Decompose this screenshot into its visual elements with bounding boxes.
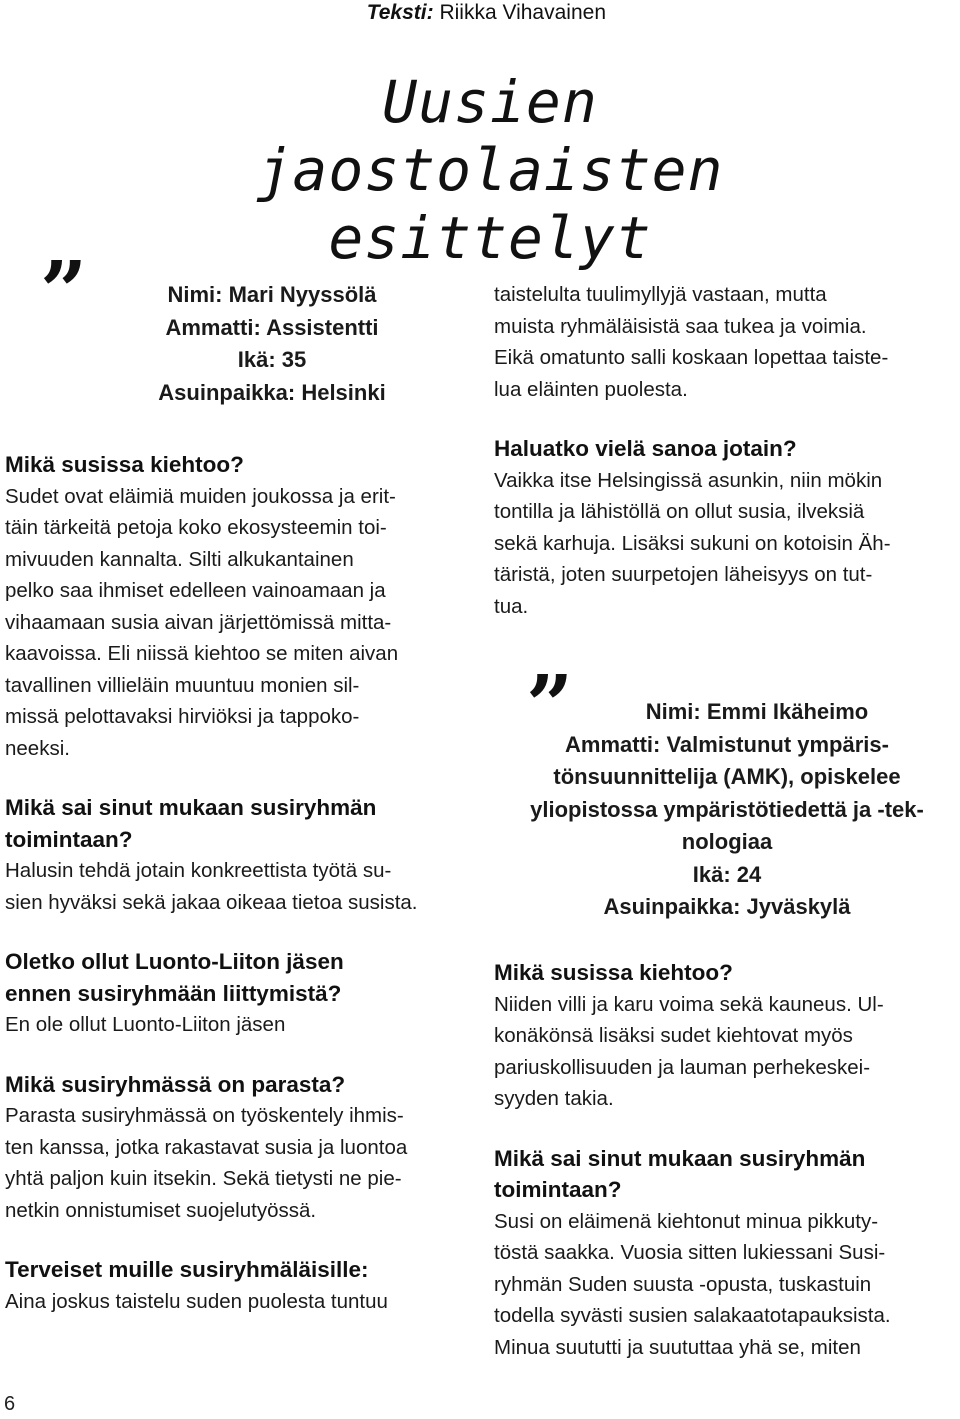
profile-job: Ammatti: Assistentti <box>165 314 379 340</box>
answer-line: sien hyväksi sekä jakaa oikeaa tietoa susista. <box>5 890 418 914</box>
quote-mark-icon: ” <box>40 244 88 340</box>
profile-city: Asuinpaikka: Jyväskylä <box>603 894 851 919</box>
answer-line: Susi on eläimenä kiehtonut minua pikkuty- <box>494 1209 879 1233</box>
answer-line: töstä saakka. Vuosia sitten lukiessani Susi- <box>494 1241 886 1264</box>
profile-job: tönsuunnittelija (AMK), opiskelee <box>553 764 901 789</box>
profile-job: yliopistossa ympäristötiedettä ja -tek- <box>530 796 924 822</box>
profile-card-1 <box>62 279 482 409</box>
question-heading: Mikä sai sinut mukaan susiryhmän <box>494 1145 866 1171</box>
answer-line: En ole ollut Luonto-Liiton jäsen <box>5 1013 286 1036</box>
profile-city: Asuinpaikka: Helsinki <box>158 379 386 405</box>
answer-line: taistelulta tuulimyllyjä vastaan, mutta <box>494 283 827 306</box>
profile-age: Ikä: 35 <box>237 347 307 372</box>
question-heading: Mikä susiryhmässä on parasta? <box>5 1071 346 1097</box>
answer-line: Vaikka itse Helsingissä asunkin, niin mökin <box>494 468 883 492</box>
answer-line: tavallinen villieläin muuntuu monien sil- <box>5 673 360 697</box>
answer-line: missä pelottavaksi hirviöksi ja tappoko- <box>5 705 360 728</box>
answer-line: mivuuden kannalta. Silti alkukantainen <box>5 547 354 571</box>
right-column-top <box>494 279 954 622</box>
answer-line: tontilla ja lähistöllä on ollut susia, ilveksiä <box>494 500 865 523</box>
answer-line: sekä karhuja. Lisäksi sukuni on kotoisin Äh- <box>494 531 891 555</box>
answer-line: konäkönsä lisäksi sudet kiehtovat myös <box>494 1024 853 1047</box>
question-heading: Mikä sai sinut mukaan susiryhmän <box>5 795 377 820</box>
question-heading: Mikä susissa kiehtoo? <box>5 452 244 477</box>
question-heading: Oletko ollut Luonto-Liiton jäsen <box>5 949 344 974</box>
question-heading: toimintaan? <box>494 1177 622 1202</box>
answer-line: Eikä omatunto salli koskaan lopettaa taiste- <box>494 346 889 369</box>
question-heading: toimintaan? <box>5 826 133 852</box>
page-number: 6 <box>4 1393 16 1415</box>
title-line-2: esittelyt <box>328 204 652 272</box>
question-heading: Mikä susissa kiehtoo? <box>494 960 733 985</box>
credit-label: Teksti: <box>366 1 434 24</box>
left-column <box>5 449 475 1317</box>
answer-line: Halusin tehdä jotain konkreettista työtä su- <box>5 859 392 882</box>
answer-line: yhtä paljon kuin itsekin. Sekä tietysti ne pie- <box>5 1167 402 1190</box>
page-title <box>140 68 840 272</box>
answer-line: Niiden villi ja karu voima sekä kauneus. Ul- <box>494 992 884 1016</box>
answer-line: todella syvästi susien salakaatotapauksista. <box>494 1304 891 1327</box>
answer-line: Minua suututti ja suututtaa yhä se, miten <box>494 1335 861 1359</box>
answer-line: ryhmän Suden suusta -opusta, tuskastuin <box>494 1272 872 1296</box>
quote-mark-icon: ” <box>526 658 574 754</box>
answer-line: Parasta susiryhmässä on työskentely ihmis- <box>5 1104 404 1127</box>
title-line-1: Uusien jaostolaisten <box>256 68 724 204</box>
profile-name: Nimi: Emmi Ikäheimo <box>645 699 869 724</box>
answer-line: lua eläinten puolesta. <box>494 377 688 401</box>
profile-job: Ammatti: Valmistunut ympäris- <box>565 731 889 757</box>
credit-author: Riikka Vihavainen <box>439 1 606 24</box>
answer-line: pariuskollisuuden ja lauman perhekeskei- <box>494 1055 871 1079</box>
answer-line: täristä, joten suurpetojen läheisyys on tut- <box>494 563 873 586</box>
question-heading: ennen susiryhmään liittymistä? <box>5 980 342 1006</box>
answer-line: neeksi. <box>5 736 70 760</box>
answer-line: täin tärkeitä petoja koko ekosysteemin toi- <box>5 516 387 539</box>
profile-name: Nimi: Mari Nyyssölä <box>167 282 377 307</box>
answer-line: vihaamaan susia aivan järjettömissä mitta- <box>5 610 392 634</box>
question-heading: Haluatko vielä sanoa jotain? <box>494 436 797 461</box>
answer-line: ten kanssa, jotka rakastavat susia ja luontoa <box>5 1135 408 1159</box>
profile-job: nologiaa <box>681 829 773 854</box>
answer-line: syyden takia. <box>494 1087 614 1110</box>
author-credit <box>367 0 606 26</box>
answer-line: Sudet ovat eläimiä muiden joukossa ja erit- <box>5 484 396 508</box>
question-heading: Terveiset muille susiryhmäläisille: <box>5 1257 369 1282</box>
answer-line: tua. <box>494 594 529 618</box>
profile-card-2 <box>494 696 960 924</box>
profile-age: Ikä: 24 <box>692 861 762 887</box>
answer-line: muista ryhmäläisistä saa tukea ja voimia. <box>494 314 867 338</box>
answer-line: netkin onnistumiset suojelutyössä. <box>5 1198 317 1222</box>
answer-line: kaavoissa. Eli niissä kiehtoo se miten aivan <box>5 642 399 665</box>
answer-line: pelko saa ihmiset edelleen vainoamaan ja <box>5 579 386 602</box>
answer-line: Aina joskus taistelu suden puolesta tuntuu <box>5 1289 388 1313</box>
right-column-bottom <box>494 957 954 1363</box>
